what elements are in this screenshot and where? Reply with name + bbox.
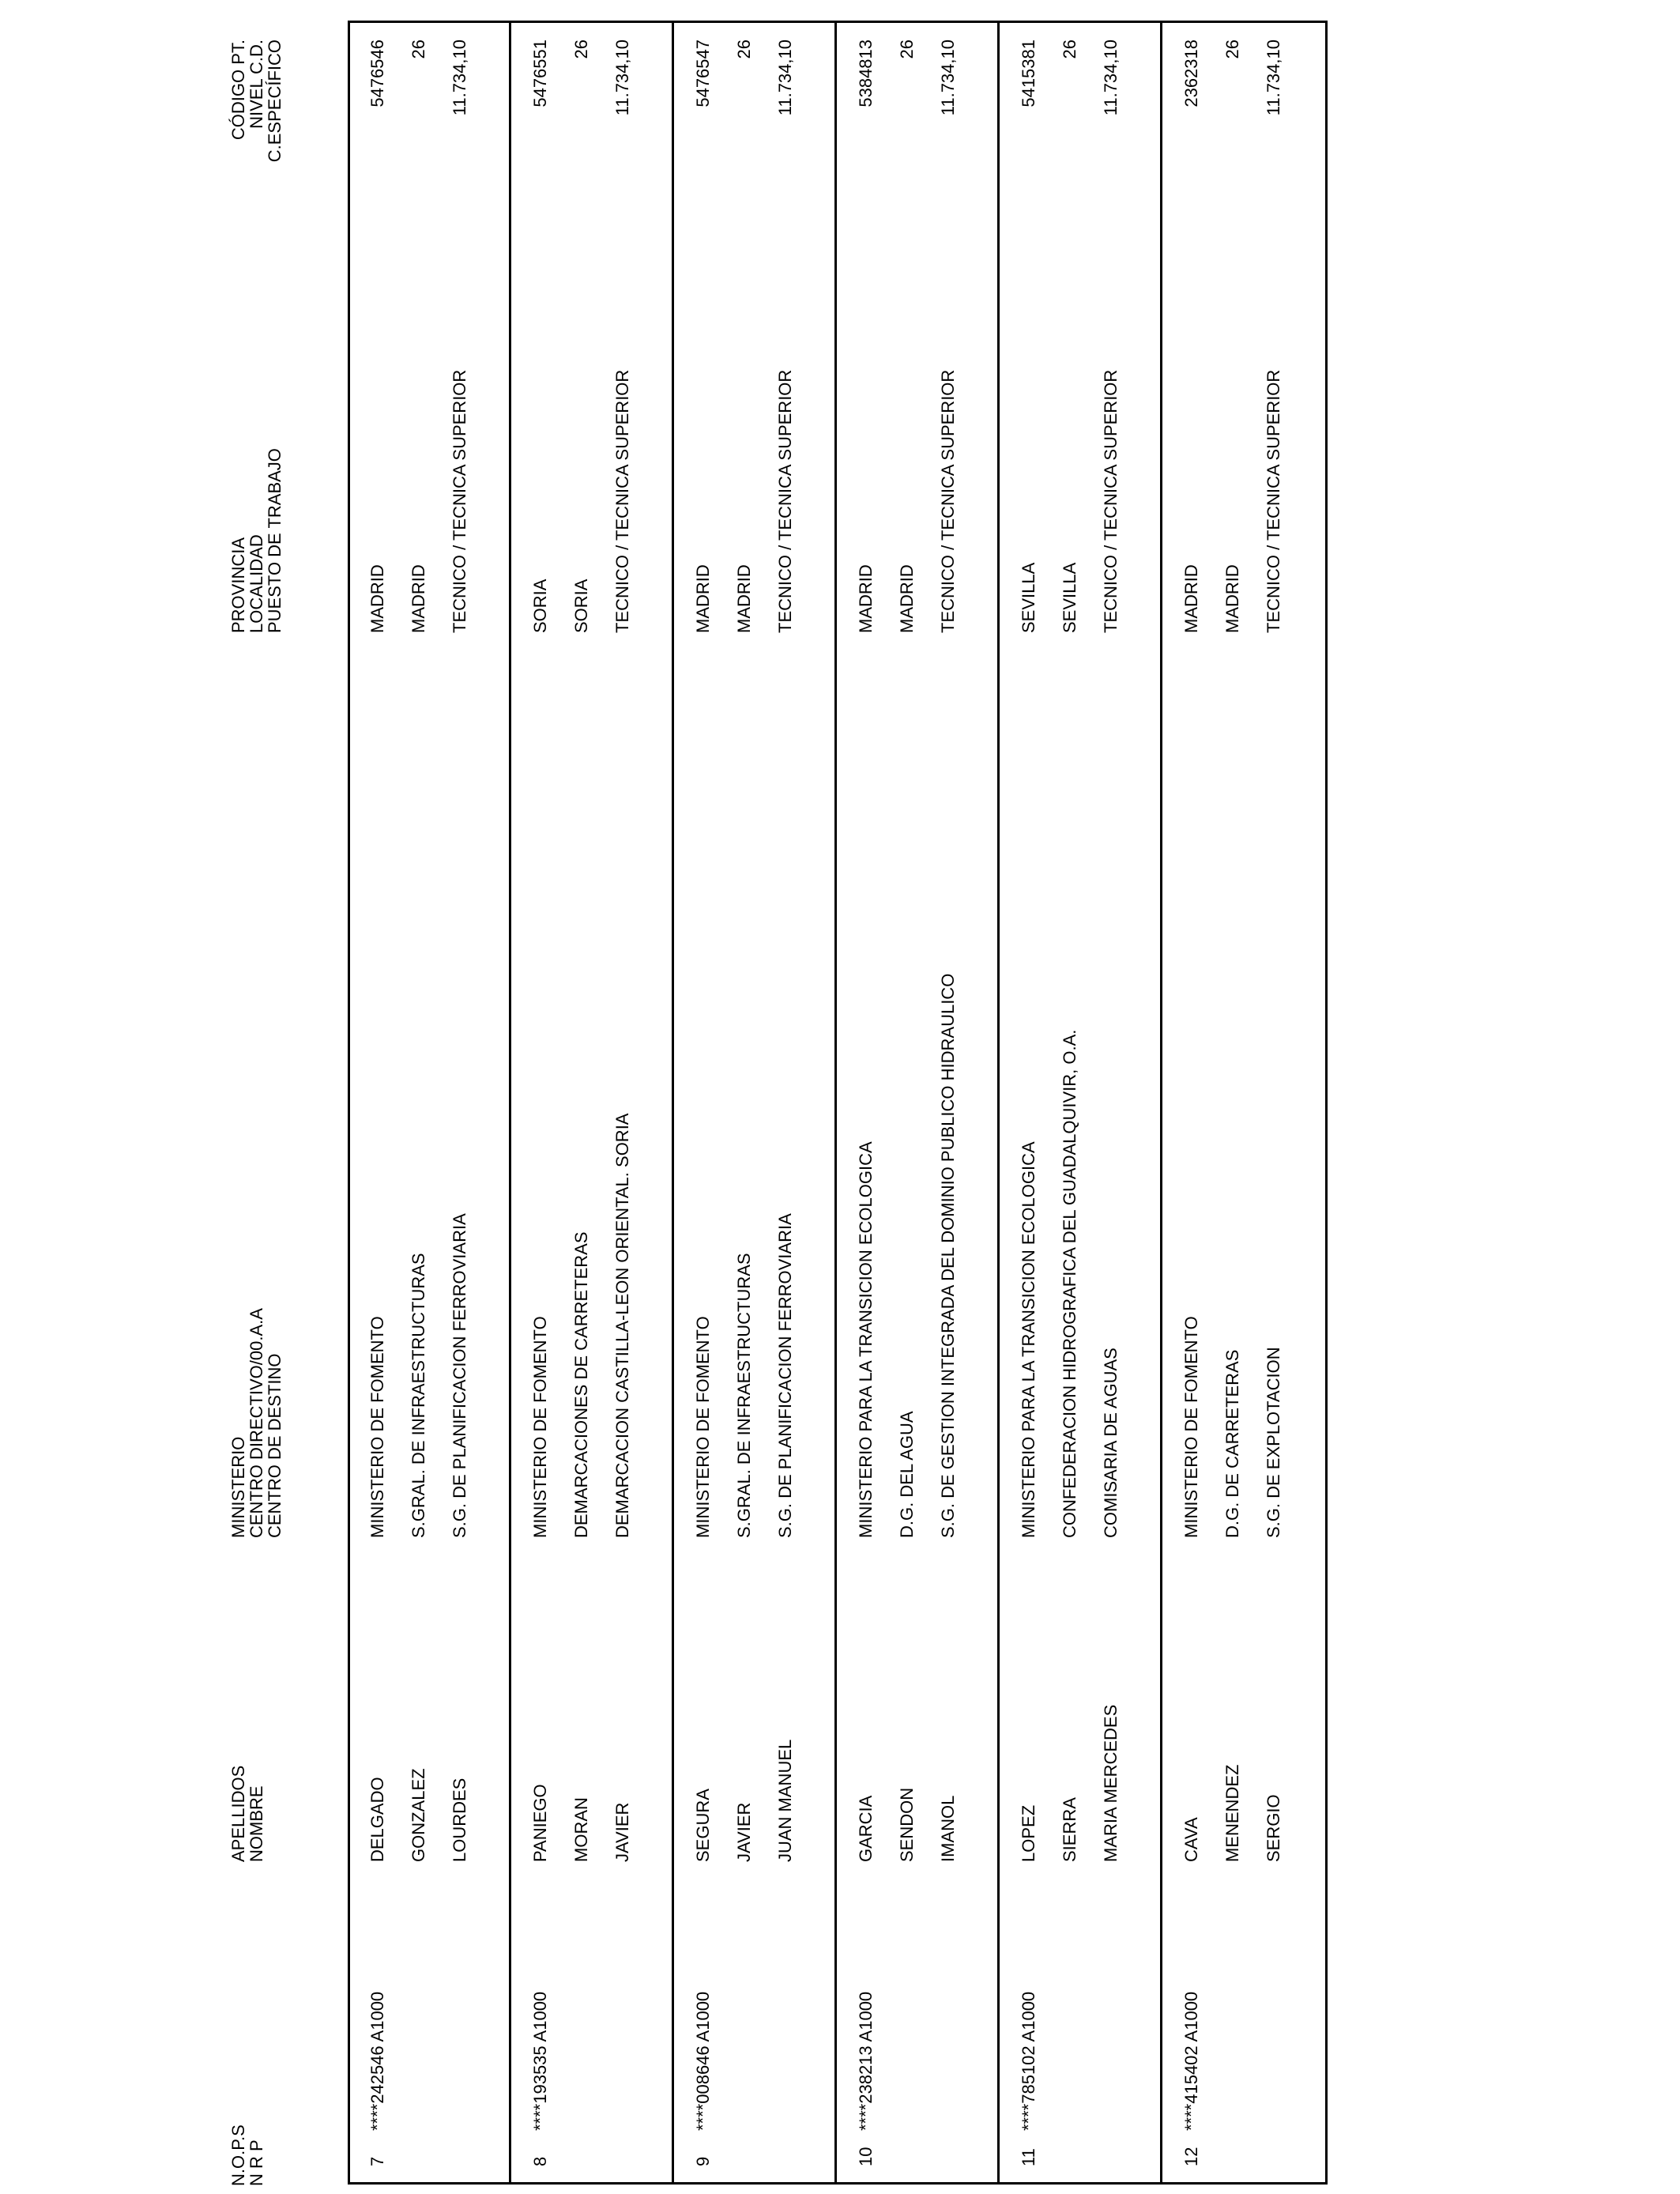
row-nombre: JAVIER xyxy=(612,1802,632,1862)
row-puesto: TECNICO / TECNICA SUPERIOR xyxy=(450,369,469,633)
row-nivel: 26 xyxy=(734,40,754,59)
row-especifico: 11.734,10 xyxy=(1101,40,1121,116)
header-nrp-label: N R P xyxy=(247,2139,266,2186)
row-nivel: 26 xyxy=(1222,40,1242,59)
row-apellido1: SEGURA xyxy=(693,1789,713,1862)
table-frame xyxy=(348,21,1328,2185)
row-especifico: 11.734,10 xyxy=(1264,40,1283,116)
row-nombre: IMANOL xyxy=(938,1795,958,1862)
header-nops xyxy=(229,2124,266,2186)
row-codigo: 5476547 xyxy=(693,40,713,107)
header-provincia xyxy=(229,448,284,633)
row-puesto: TECNICO / TECNICA SUPERIOR xyxy=(612,369,632,633)
header-ministerio xyxy=(229,1308,284,1538)
header-nops-label: N.O.P.S xyxy=(228,2124,248,2186)
row-provincia: MADRID xyxy=(693,564,713,633)
header-apellidos xyxy=(229,1766,266,1862)
row-provincia: SEVILLA xyxy=(1019,562,1038,633)
row-centro-directivo: D.G. DE CARRETERAS xyxy=(1222,1349,1242,1538)
row-ministerio: MINISTERIO DE FOMENTO xyxy=(367,1316,387,1538)
row-nrp: ****785102 A1000 xyxy=(1019,1991,1038,2131)
row-centro-destino: S.G. DE PLANIFICACION FERROVIARIA xyxy=(450,1213,469,1538)
row-separator xyxy=(834,21,837,2185)
row-especifico: 11.734,10 xyxy=(938,40,958,116)
row-apellido2: JAVIER xyxy=(734,1802,754,1862)
header-provincia-label: PROVINCIA xyxy=(228,537,248,633)
row-nombre: SERGIO xyxy=(1264,1794,1283,1862)
row-apellido2: GONZALEZ xyxy=(409,1768,428,1862)
row-apellido1: GARCIA xyxy=(856,1795,876,1862)
row-ministerio: MINISTERIO DE FOMENTO xyxy=(1181,1316,1201,1538)
row-localidad: SORIA xyxy=(571,579,591,633)
row-codigo: 5476551 xyxy=(530,40,550,107)
row-centro-directivo: CONFEDERACION HIDROGRAFICA DEL GUADALQUIVIR, O.A. xyxy=(1060,1029,1079,1538)
row-centro-destino: S.G. DE GESTION INTEGRADA DEL DOMINIO PUBLICO HIDRAULICO xyxy=(938,973,958,1538)
row-puesto: TECNICO / TECNICA SUPERIOR xyxy=(1101,369,1121,633)
row-provincia: MADRID xyxy=(856,564,876,633)
header-especifico-label: C.ESPECÍFICO xyxy=(265,40,284,163)
row-number: 8 xyxy=(530,2156,550,2166)
row-nombre: LOURDES xyxy=(450,1777,469,1862)
row-nrp: ****238213 A1000 xyxy=(856,1991,876,2131)
header-apellidos-label: APELLIDOS xyxy=(228,1765,248,1862)
row-especifico: 11.734,10 xyxy=(775,40,795,116)
row-centro-destino: S.G. DE PLANIFICACION FERROVIARIA xyxy=(775,1213,795,1538)
row-apellido1: LOPEZ xyxy=(1019,1804,1038,1862)
row-nrp: ****008646 A1000 xyxy=(693,1991,713,2131)
row-number: 10 xyxy=(856,2147,876,2166)
row-nrp: ****193535 A1000 xyxy=(530,1991,550,2131)
row-localidad: MADRID xyxy=(897,564,917,633)
row-centro-directivo: S.GRAL. DE INFRAESTRUCTURAS xyxy=(409,1253,428,1538)
row-localidad: MADRID xyxy=(409,564,428,633)
row-number: 11 xyxy=(1019,2148,1038,2166)
header-nombre-label: NOMBRE xyxy=(247,1785,266,1862)
row-codigo: 5476546 xyxy=(367,40,387,107)
row-localidad: SEVILLA xyxy=(1060,562,1079,633)
row-separator xyxy=(1160,21,1162,2185)
row-centro-directivo: S.GRAL. DE INFRAESTRUCTURAS xyxy=(734,1253,754,1538)
row-codigo: 5384813 xyxy=(856,40,876,107)
row-centro-directivo: DEMARCACIONES DE CARRETERAS xyxy=(571,1231,591,1538)
row-codigo: 5415381 xyxy=(1019,40,1038,107)
row-codigo: 2362318 xyxy=(1181,40,1201,107)
row-nivel: 26 xyxy=(1060,40,1079,59)
row-puesto: TECNICO / TECNICA SUPERIOR xyxy=(938,369,958,633)
header-nivel-label: NIVEL C.D. xyxy=(247,40,266,129)
row-apellido1: DELGADO xyxy=(367,1777,387,1862)
row-number: 12 xyxy=(1181,2147,1201,2166)
row-ministerio: MINISTERIO DE FOMENTO xyxy=(693,1316,713,1538)
row-puesto: TECNICO / TECNICA SUPERIOR xyxy=(1264,369,1283,633)
row-nivel: 26 xyxy=(571,40,591,59)
row-nombre: MARIA MERCEDES xyxy=(1101,1704,1121,1862)
row-localidad: MADRID xyxy=(1222,564,1242,633)
header-puesto-label: PUESTO DE TRABAJO xyxy=(265,448,284,633)
row-nombre: JUAN MANUEL xyxy=(775,1739,795,1862)
row-apellido2: MORAN xyxy=(571,1797,591,1862)
row-apellido2: SIERRA xyxy=(1060,1797,1079,1862)
row-nrp: ****415402 A1000 xyxy=(1181,1991,1201,2131)
row-number: 7 xyxy=(367,2156,387,2166)
row-ministerio: MINISTERIO DE FOMENTO xyxy=(530,1316,550,1538)
row-centro-destino: S.G. DE EXPLOTACION xyxy=(1264,1347,1283,1538)
row-centro-destino: COMISARIA DE AGUAS xyxy=(1101,1348,1121,1538)
row-puesto: TECNICO / TECNICA SUPERIOR xyxy=(775,369,795,633)
row-apellido2: SENDON xyxy=(897,1787,917,1862)
row-ministerio: MINISTERIO PARA LA TRANSICION ECOLOGICA xyxy=(1019,1141,1038,1538)
row-ministerio: MINISTERIO PARA LA TRANSICION ECOLOGICA xyxy=(856,1141,876,1538)
header-codigo-label: CÓDIGO PT. xyxy=(228,40,248,141)
row-especifico: 11.734,10 xyxy=(450,40,469,116)
header-ministerio-label: MINISTERIO xyxy=(228,1436,248,1538)
row-provincia: SORIA xyxy=(530,579,550,633)
header-localidad-label: LOCALIDAD xyxy=(247,534,266,633)
row-apellido2: MENENDEZ xyxy=(1222,1764,1242,1862)
row-provincia: MADRID xyxy=(1181,564,1201,633)
row-centro-directivo: D.G. DEL AGUA xyxy=(897,1411,917,1538)
row-nivel: 26 xyxy=(897,40,917,59)
row-provincia: MADRID xyxy=(367,564,387,633)
row-nivel: 26 xyxy=(409,40,428,59)
row-separator xyxy=(509,21,511,2185)
row-nrp: ****242546 A1000 xyxy=(367,1991,387,2131)
row-apellido1: CAVA xyxy=(1181,1817,1201,1862)
header-centro-destino-label: CENTRO DE DESTINO xyxy=(265,1353,284,1538)
row-localidad: MADRID xyxy=(734,564,754,633)
row-separator xyxy=(672,21,674,2185)
header-centro-directivo-label: CENTRO DIRECTIVO/00.A.A xyxy=(247,1308,266,1538)
row-centro-destino: DEMARCACION CASTILLA-LEON ORIENTAL. SORIA xyxy=(612,1113,632,1538)
row-especifico: 11.734,10 xyxy=(612,40,632,116)
row-apellido1: PANIEGO xyxy=(530,1784,550,1862)
header-codigo xyxy=(229,40,284,218)
row-number: 9 xyxy=(693,2156,713,2166)
row-separator xyxy=(997,21,1000,2185)
